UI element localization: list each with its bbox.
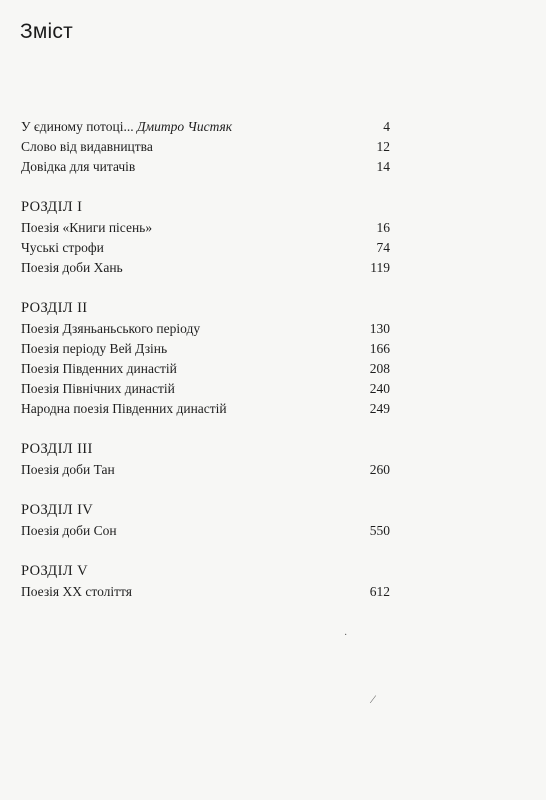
- entry-title: Довідка для читачів: [21, 159, 136, 174]
- entry-page: 249: [369, 401, 390, 416]
- section-5: [21, 561, 390, 602]
- entry-title: Поезія «Книги пісень»: [21, 220, 153, 235]
- section-1: [21, 197, 390, 278]
- section-2: [21, 298, 390, 419]
- toc-entry[interactable]: [21, 137, 390, 157]
- entry-page: 74: [376, 240, 390, 255]
- entry-title: Поезія Північних династій: [21, 381, 175, 396]
- scan-speck: ⁄: [372, 692, 375, 706]
- toc-entry[interactable]: [21, 460, 390, 480]
- toc-entry[interactable]: [21, 339, 390, 359]
- entry-page: 12: [376, 139, 390, 154]
- toc-entry[interactable]: [21, 359, 390, 379]
- entry-page: 130: [369, 321, 390, 336]
- entry-page: 16: [376, 220, 390, 235]
- toc-entry[interactable]: [21, 521, 390, 541]
- entry-title: Поезія періоду Вей Дзінь: [21, 341, 168, 356]
- entry-title: Чуські строфи: [21, 240, 104, 255]
- table-of-contents: [21, 117, 390, 622]
- toc-entry[interactable]: [21, 157, 390, 177]
- entry-page: 260: [369, 462, 390, 477]
- section-4: [21, 500, 390, 541]
- entry-page: 208: [369, 361, 390, 376]
- entry-author: Дмитро Чистяк: [136, 119, 233, 134]
- entry-page: 550: [369, 523, 390, 538]
- scan-speck: ·: [344, 630, 348, 641]
- entry-title: Слово від видавництва: [21, 139, 153, 154]
- entry-title: Поезія доби Сон: [21, 523, 117, 538]
- toc-entry[interactable]: [21, 238, 390, 258]
- section-heading: РОЗДІЛ III: [21, 441, 93, 457]
- section-heading: РОЗДІЛ V: [21, 563, 88, 579]
- section-3: [21, 439, 390, 480]
- toc-entry[interactable]: [21, 258, 390, 278]
- entry-title: Поезія доби Тан: [21, 462, 115, 477]
- entry-page: 240: [369, 381, 390, 396]
- entry-title: [21, 117, 232, 137]
- section-heading: РОЗДІЛ II: [21, 300, 88, 316]
- entry-text: У єдиному потоці...: [21, 119, 137, 134]
- page-title: Зміст: [20, 20, 73, 43]
- entry-page: 119: [370, 260, 390, 275]
- toc-entry[interactable]: [21, 379, 390, 399]
- entry-page: 4: [383, 119, 390, 134]
- toc-entry[interactable]: [21, 582, 390, 602]
- entry-title: Народна поезія Південних династій: [21, 401, 227, 416]
- toc-entry[interactable]: [21, 319, 390, 339]
- entry-page: 166: [369, 341, 390, 356]
- toc-entry[interactable]: [21, 117, 390, 137]
- section-heading: РОЗДІЛ I: [21, 199, 83, 215]
- front-matter: [21, 117, 390, 177]
- entry-page: 14: [376, 159, 390, 174]
- toc-entry[interactable]: [21, 218, 390, 238]
- entry-title: Поезія XX століття: [21, 584, 132, 599]
- entry-page: 612: [369, 584, 390, 599]
- entry-title: Поезія Південних династій: [21, 361, 177, 376]
- toc-entry[interactable]: [21, 399, 390, 419]
- section-heading: РОЗДІЛ IV: [21, 502, 94, 518]
- entry-title: Поезія Дзяньаньського періоду: [21, 321, 201, 336]
- entry-title: Поезія доби Хань: [21, 260, 123, 275]
